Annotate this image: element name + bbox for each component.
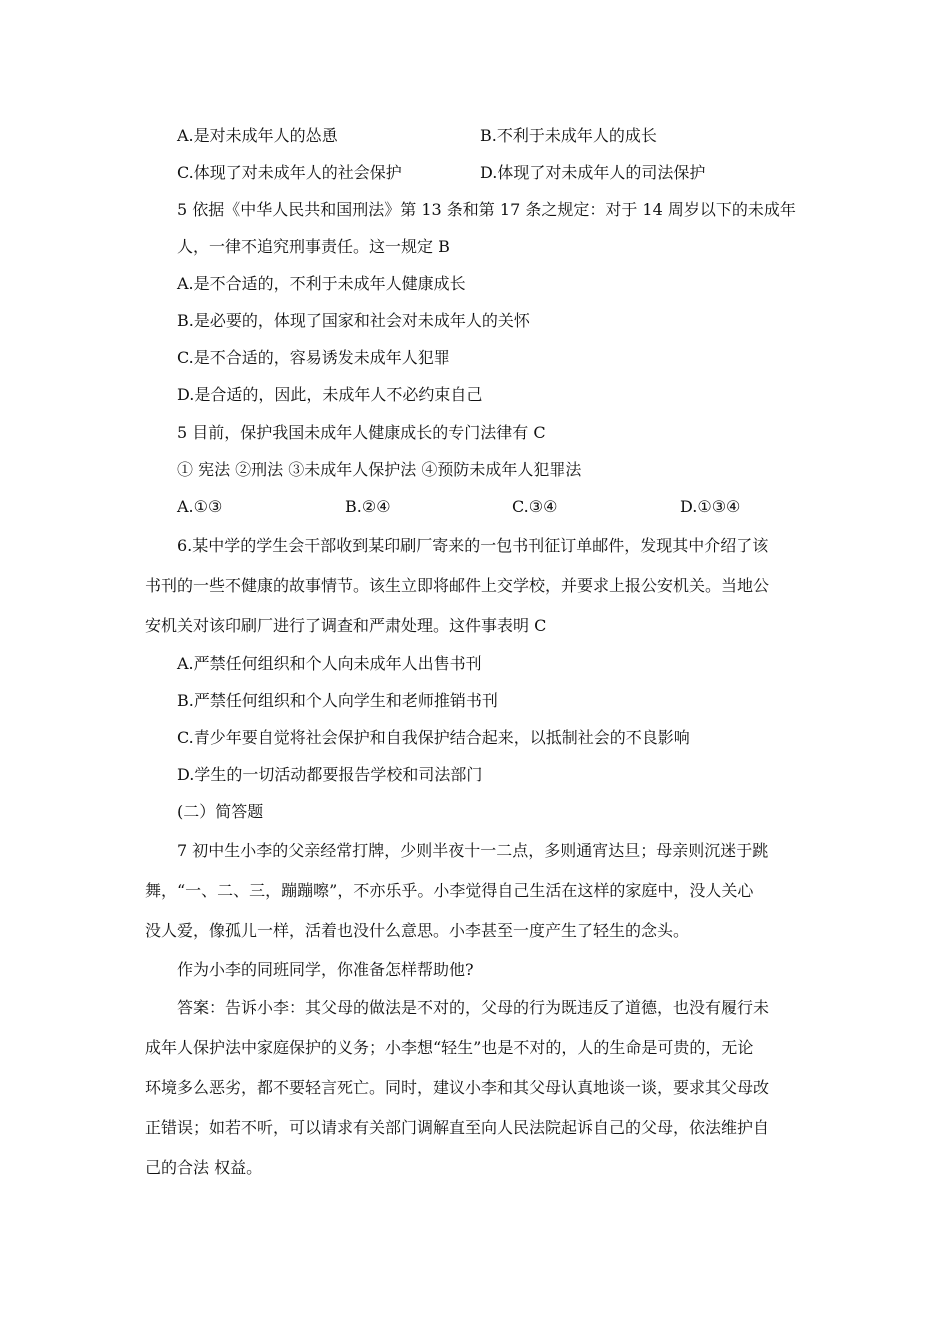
q4-option-d: D.体现了对未成年人的司法保护: [480, 163, 706, 182]
q7-answer-line3: 环境多么恶劣，都不要轻言死亡。同时，建议小李和其父母认真地谈一谈，要求其父母改: [145, 1078, 770, 1097]
q4-option-b: B.不利于未成年人的成长: [480, 126, 657, 145]
q7-answer-line5: 己的合法 权益。: [145, 1158, 263, 1177]
q5b-stem: 5 目前，保护我国未成年人健康成长的专门法律有 C: [177, 423, 546, 442]
q5a-option-c: C.是不合适的，容易诱发未成年人犯罪: [177, 348, 450, 367]
q5b-option-a: A.①③: [177, 497, 223, 516]
q5a-option-a: A.是不合适的，不利于未成年人健康成长: [177, 274, 466, 293]
q5b-option-c: C.③④: [512, 497, 558, 516]
q4-option-c: C.体现了对未成年人的社会保护: [177, 163, 402, 182]
q6-option-a: A.严禁任何组织和个人向未成年人出售书刊: [177, 654, 482, 673]
q5a-option-d: D.是合适的，因此，未成年人不必约束自己: [177, 385, 483, 404]
q7-stem-line2: 舞，“一、二、三，蹦蹦嚓”，不亦乐乎。小李觉得自己生活在这样的家庭中，没人关心: [145, 881, 754, 900]
q4-option-a: A.是对未成年人的怂恿: [177, 126, 338, 145]
q7-answer-line2: 成年人保护法中家庭保护的义务；小李想“轻生”也是不对的，人的生命是可贵的，无论: [145, 1038, 754, 1057]
q7-answer-line1: 答案：告诉小李：其父母的做法是不对的，父母的行为既违反了道德，也没有履行未: [177, 998, 770, 1017]
q7-question: 作为小李的同班同学，你准备怎样帮助他?: [177, 960, 474, 979]
q6-option-b: B.严禁任何组织和个人向学生和老师推销书刊: [177, 691, 498, 710]
q6-stem-line1: 6.某中学的学生会干部收到某印刷厂寄来的一包书刊征订单邮件，发现其中介绍了该: [177, 536, 769, 555]
q5a-option-b: B.是必要的，体现了国家和社会对未成年人的关怀: [177, 311, 530, 330]
q7-stem-line3: 没人爱，像孤儿一样，活着也没什么意思。小李甚至一度产生了轻生的念头。: [145, 921, 690, 940]
q5b-items: ① 宪法 ②刑法 ③未成年人保护法 ④预防未成年人犯罪法: [177, 460, 582, 479]
q5b-option-b: B.②④: [345, 497, 391, 516]
q7-stem-line1: 7 初中生小李的父亲经常打牌，少则半夜十一二点，多则通宵达旦；母亲则沉迷于跳: [177, 841, 769, 860]
q7-answer-line4: 正错误；如若不听，可以请求有关部门调解直至向人民法院起诉自己的父母，依法维护自: [145, 1118, 770, 1137]
q6-option-c: C.青少年要自觉将社会保护和自我保护结合起来，以抵制社会的不良影响: [177, 728, 690, 747]
q5b-option-d: D.①③④: [680, 497, 741, 516]
q5a-stem-line2: 人，一律不追究刑事责任。这一规定 B: [177, 237, 450, 256]
section-heading-short-answer: (二）简答题: [177, 802, 264, 821]
q6-stem-line3: 安机关对该印刷厂进行了调查和严肃处理。这件事表明 C: [145, 616, 547, 635]
q6-stem-line2: 书刊的一些不健康的故事情节。该生立即将邮件上交学校，并要求上报公安机关。当地公: [145, 576, 770, 595]
q6-option-d: D.学生的一切活动都要报告学校和司法部门: [177, 765, 483, 784]
q5a-stem-line1: 5 依据《中华人民共和国刑法》第 13 条和第 17 条之规定：对于 14 周岁以下的未成年: [177, 200, 796, 219]
